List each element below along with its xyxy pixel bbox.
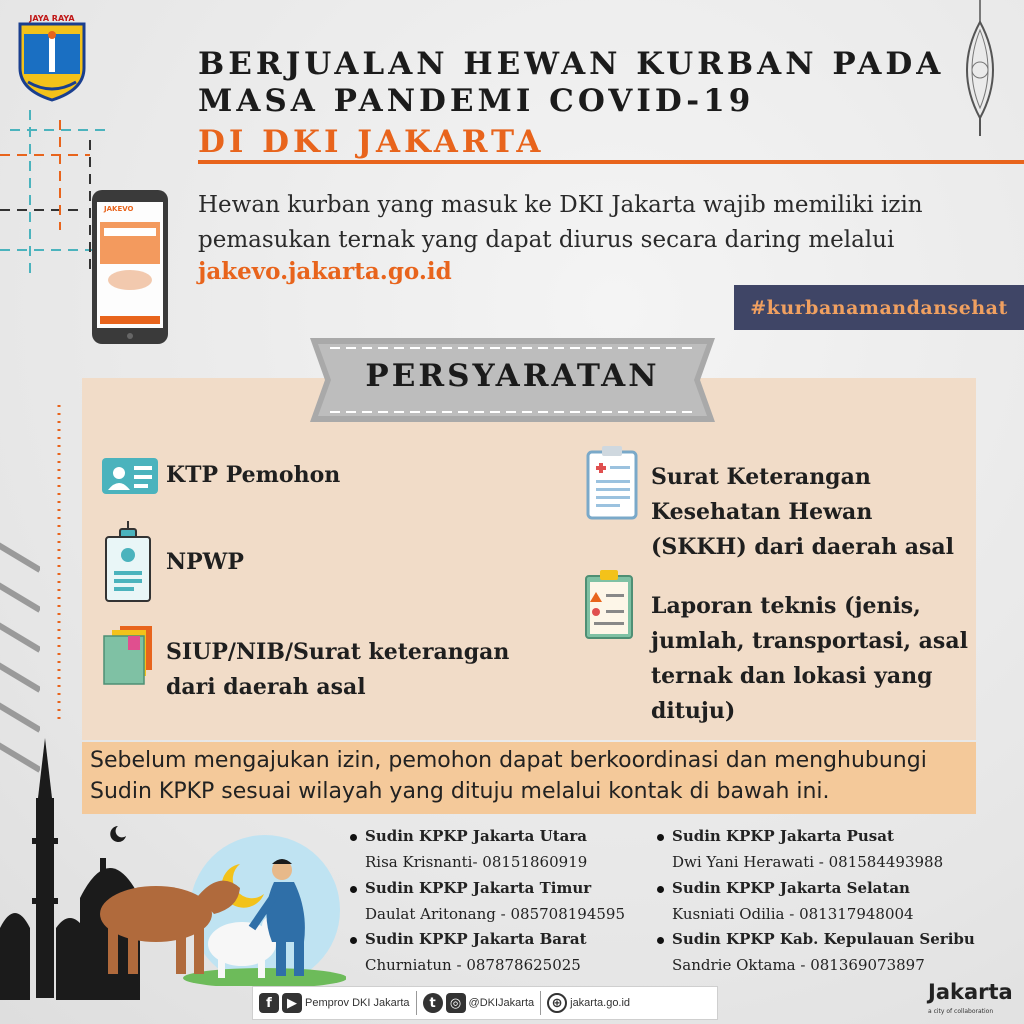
- contact-office: Sudin KPKP Jakarta Barat: [365, 930, 587, 948]
- bullet-icon: [657, 834, 664, 841]
- contact-jakarta-selatan: [657, 875, 997, 927]
- contact-office: Sudin KPKP Kab. Kepulauan Seribu: [672, 930, 975, 948]
- jakarta-logo: Jakarta: [928, 980, 1013, 1004]
- report-clipboard-icon: [584, 570, 636, 640]
- contact-office: Sudin KPKP Jakarta Selatan: [672, 879, 910, 897]
- facebook-youtube-link[interactable]: [253, 987, 416, 1019]
- page-title: [198, 46, 944, 120]
- intro-text: Hewan kurban yang masuk ke DKI Jakarta wajib memiliki izin pemasukan ternak yang dapat diurus secara daring melalui: [198, 192, 923, 253]
- requirement-siup: SIUP/NIB/Surat keterangan dari daerah asal: [166, 639, 510, 700]
- title-location: DI DKI JAKARTA: [198, 124, 545, 160]
- id-card-icon: [102, 456, 158, 496]
- contact-jakarta-timur: [350, 875, 650, 927]
- twitter-icon: t: [423, 993, 443, 1013]
- header-divider: [198, 160, 1024, 164]
- facebook-icon: f: [259, 993, 279, 1013]
- requirement-skkh: Surat Keterangan Kesehatan Hewan (SKKH) dari daerah asal: [651, 464, 955, 560]
- dki-jakarta-emblem: [16, 16, 88, 102]
- decorative-dotted-line: [55, 405, 63, 725]
- requirement-ktp: KTP Pemohon: [166, 462, 341, 488]
- contact-jakarta-barat: [350, 926, 650, 978]
- phone-app-name: JAKEVO: [104, 205, 134, 213]
- contact-jakarta-utara: [350, 823, 650, 875]
- bullet-icon: [657, 937, 664, 944]
- jakevo-link[interactable]: jakevo.jakarta.go.id: [198, 258, 452, 285]
- globe-icon: ⊕: [547, 993, 567, 1013]
- twitter-instagram-link[interactable]: [417, 987, 541, 1019]
- documents-icon: [102, 626, 154, 686]
- bullet-icon: [657, 886, 664, 893]
- medical-clipboard-icon: [586, 446, 638, 520]
- livestock-illustration: [90, 830, 346, 986]
- contact-person: Churniatun - 087878625025: [365, 956, 581, 974]
- social-footer: [252, 986, 718, 1020]
- contact-person: Kusniati Odilia - 081317948004: [672, 905, 914, 923]
- requirement-npwp: NPWP: [166, 549, 244, 575]
- hashtag-badge: #kurbanamandansehat: [734, 285, 1024, 330]
- contact-jakarta-pusat: [657, 823, 997, 875]
- website-label: jakarta.go.id: [570, 997, 631, 1009]
- bullet-icon: [350, 937, 357, 944]
- contact-kepulauan-seribu: [657, 926, 997, 978]
- requirement-technical-report: Laporan teknis (jenis, jumlah, transportasi, asal ternak dan lokasi yang dituju): [651, 593, 968, 724]
- contact-office: Sudin KPKP Jakarta Pusat: [672, 827, 894, 845]
- requirements-heading: PERSYARATAN: [365, 358, 660, 394]
- instagram-icon: ◎: [446, 993, 466, 1013]
- youtube-icon: ▶: [282, 993, 302, 1013]
- contact-person: Dwi Yani Herawati - 081584493988: [672, 853, 944, 871]
- contact-person: Risa Krisnanti- 08151860919: [365, 853, 588, 871]
- tax-card-icon: [104, 521, 152, 603]
- coordination-note: Sebelum mengajukan izin, pemohon dapat berkoordinasi dan menghubungi Sudin KPKP sesuai wilayah yang dituju melalui kontak di bawah ini.: [82, 742, 976, 814]
- contact-office: Sudin KPKP Jakarta Timur: [365, 879, 592, 897]
- contact-person: Sandrie Oktama - 081369073897: [672, 956, 925, 974]
- lantern-icon: [950, 0, 1010, 140]
- title-line-2: MASA PANDEMI COVID-19: [198, 83, 755, 119]
- contact-person: Daulat Aritonang - 085708194595: [365, 905, 626, 923]
- title-line-1: BERJUALAN HEWAN KURBAN PADA: [198, 46, 945, 82]
- bullet-icon: [350, 834, 357, 841]
- emblem-motto: JAYA RAYA: [29, 14, 75, 23]
- twitter-instagram-label: @DKIJakarta: [468, 997, 535, 1009]
- jakarta-tagline: a city of collaboration: [928, 1008, 994, 1015]
- contact-office: Sudin KPKP Jakarta Utara: [365, 827, 587, 845]
- facebook-youtube-label: Pemprov DKI Jakarta: [305, 997, 410, 1009]
- bullet-icon: [350, 886, 357, 893]
- website-link[interactable]: [541, 987, 636, 1019]
